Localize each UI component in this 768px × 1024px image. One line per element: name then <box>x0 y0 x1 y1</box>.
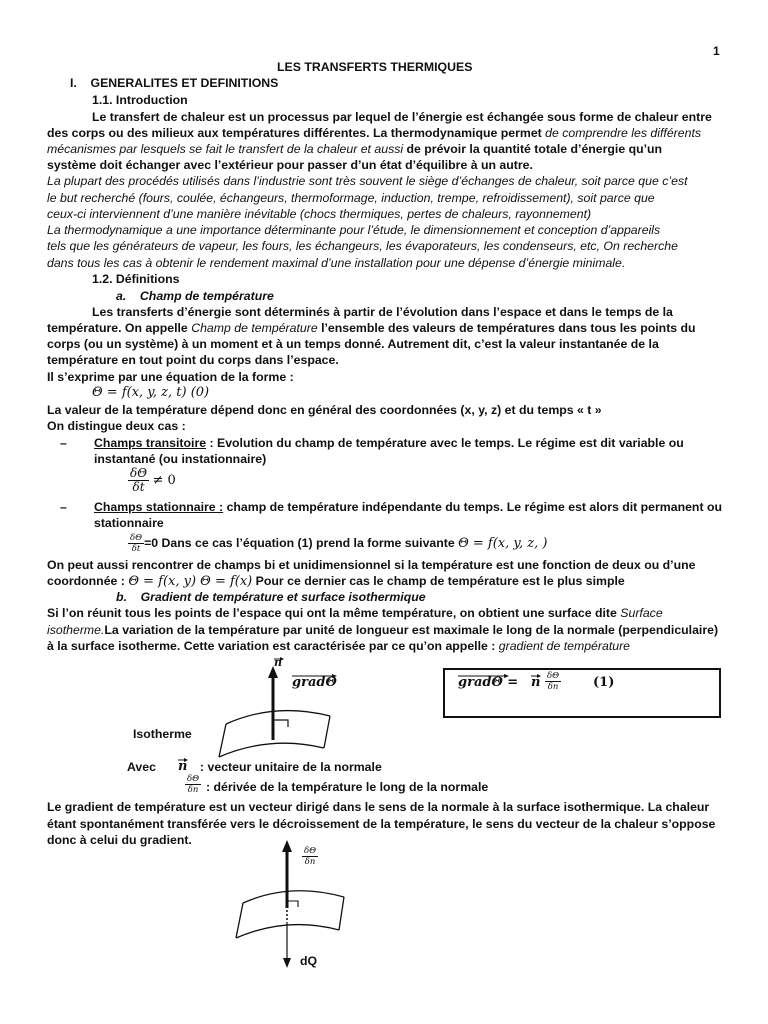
a-line-2: température. On appelle Champ de température l’ensemble des valeurs de températures dans tous les points du <box>47 321 696 335</box>
subsection-a-heading: a. Champ de température <box>116 289 274 303</box>
box-equation-number: (1) <box>593 675 615 690</box>
right-angle-marker <box>273 720 288 727</box>
avec-n-vector: n <box>178 759 188 774</box>
transitoire-line-1: Champs transitoire : Evolution du champ de température avec le temps. Le régime est dit variable ou <box>94 436 684 450</box>
intro-line-6: le but recherché (fours, coulée, échangeurs, thermoformage, induction, trempe, refroidissement), soit parce que <box>47 191 655 205</box>
intro-line-9: tels que les générateurs de vapeur, les fours, les échangeurs, les évaporateurs, les condenseurs, etc, On recherche <box>47 239 678 253</box>
intro-line-8: La thermodynamique a une importance déterminante pour l’étude, le dimensionnement et conception d’appareils <box>47 223 661 237</box>
box-n-vector: n <box>531 675 541 690</box>
intro-line-4: système doit échanger avec l’extérieur pour passer d’un état d’équilibre à un autre. <box>47 158 533 172</box>
normal-vector-label: n <box>274 656 282 669</box>
transitoire-derivative: $\frac{\delta\Theta}{\delta t}$ ≠ 0 <box>130 466 176 494</box>
intro-line-1: Le transfert de chaleur est un processus par lequel de l’énergie est échangée sous forme de chaleur entre <box>92 110 712 124</box>
fraction-dtheta-dt-2: $\frac{\delta\Theta}{\delta t}$ <box>130 533 143 554</box>
grad-vector-label: gradΘ <box>292 675 337 690</box>
gradient-arrow-head <box>282 840 292 852</box>
stationnaire-line-3: $\frac{\delta\Theta}{\delta t}$ =0 Dans ce cas l’équation (1) prend la forme suivante Θ = f(x, y, z, ) <box>130 533 548 554</box>
section-1-heading: I. GENERALITES ET DEFINITIONS <box>70 76 279 90</box>
page-title: LES TRANSFERTS THERMIQUES <box>277 60 473 74</box>
a-line-5: Il s’exprime par une équation de la forme : <box>47 370 294 384</box>
stationnaire-line-1: Champs stationnaire : champ de température indépendante du temps. Le régime est alors dit permanent ou <box>94 500 722 514</box>
page-number: 1 <box>713 44 720 58</box>
dq-label: dQ <box>300 954 318 968</box>
intro-line-5: La plupart des procédés utilisés dans l’industrie sont très souvent le siège d’échanges de chaleur, soit parce que c’est <box>47 174 688 188</box>
b-line-1: Si l’on réunit tous les points de l’espace qui ont la même température, on obtient une surface dite Surface <box>47 606 663 620</box>
intro-line-3: mécanismes par lesquels se fait le transfert de la chaleur et aussi de prévoir la quantité totale d’énergie qu’un <box>47 142 663 156</box>
a-line-6: La valeur de la température dépend donc en général des coordonnées (x, y, z) et du temps « t » <box>47 403 602 417</box>
derivative-fraction: $\frac{\delta\Theta}{\delta n}$ <box>187 774 200 795</box>
a-line-7: On distingue deux cas : <box>47 419 186 433</box>
intro-line-7: ceux-ci interviennent d’une manière inévitable (chocs thermiques, pertes de chaleurs, rayonnement) <box>47 207 592 221</box>
box-grad-lhs: gradΘ = <box>458 675 519 690</box>
b-line-5: étant spontanément transférée vers le décroissement de la température, le sens du vecteur de la chaleur s’oppose <box>47 817 716 831</box>
a-line-1: Les transferts d’énergie sont déterminés à partir de l’évolution dans l’espace et dans le temps de la <box>92 305 673 319</box>
figure2-fraction: $\frac{\delta\Theta}{\delta n}$ <box>304 846 317 867</box>
section-1-1-heading: 1.1. Introduction <box>92 93 188 107</box>
b-line-6: donc à celui du gradient. <box>47 833 192 847</box>
isotherme-label: Isotherme <box>133 727 192 741</box>
b-line-4: Le gradient de température est un vecteur dirigé dans le sens de la normale à la surface isothermique. La chaleur <box>47 800 710 814</box>
a-line-8: On peut aussi rencontrer de champs bi et unidimensionnel si la température est une fonction de deux ou d’une <box>47 558 696 572</box>
heat-arrow-head <box>283 958 291 968</box>
isotherm-right-edge <box>324 716 330 748</box>
intro-line-10: dans tous les cas à obtenir le rendement maximal d’une installation pour une dépense d’énergie minimale. <box>47 256 626 270</box>
isotherm-left-edge <box>219 724 226 757</box>
isotherm-bottom-curve <box>219 743 324 757</box>
bullet-dash-2: – <box>60 500 67 514</box>
avec-description: : vecteur unitaire de la normale <box>200 760 382 774</box>
section-1-2-heading: 1.2. Définitions <box>92 272 180 286</box>
bullet-dash-1: – <box>60 436 67 450</box>
equation-0: Θ = f(x, y, z, t) (0) <box>92 385 210 400</box>
b-line-2: isotherme.La variation de la température par unité de longueur est maximale le long de la normale (perpendiculaire) <box>47 623 719 637</box>
subsection-b-heading: b. Gradient de température et surface isothermique <box>116 590 426 604</box>
transitoire-line-2: instantané (ou instationnaire) <box>94 452 267 466</box>
a-line-4: température en tout point du corps dans l’espace. <box>47 353 339 367</box>
intro-line-2: des corps ou des milieux aux températures différentes. La thermodynamique permet de comprendre les différents <box>47 126 702 140</box>
derivative-description: : dérivée de la température le long de la normale <box>206 780 489 794</box>
avec-label: Avec <box>127 760 156 774</box>
a-line-3: corps (ou un système) à un moment et à un temps donné. Autrement dit, c’est la valeur instantanée de la <box>47 337 659 351</box>
stationnaire-line-2: stationnaire <box>94 516 164 530</box>
isotherm-top-curve <box>226 711 330 724</box>
fraction-dtheta-dt: $\frac{\delta\Theta}{\delta t}$ <box>130 466 148 494</box>
box-fraction: $\frac{\delta\Theta}{\delta n}$ <box>547 671 560 692</box>
a-line-9: coordonnée : Θ = f(x, y) Θ = f(x) Pour ce dernier cas le champ de température est le plus simple <box>47 574 625 589</box>
b-line-3: à la surface isotherme. Cette variation est caractérisée par ce qu’on appelle : gradient de température <box>47 639 631 653</box>
